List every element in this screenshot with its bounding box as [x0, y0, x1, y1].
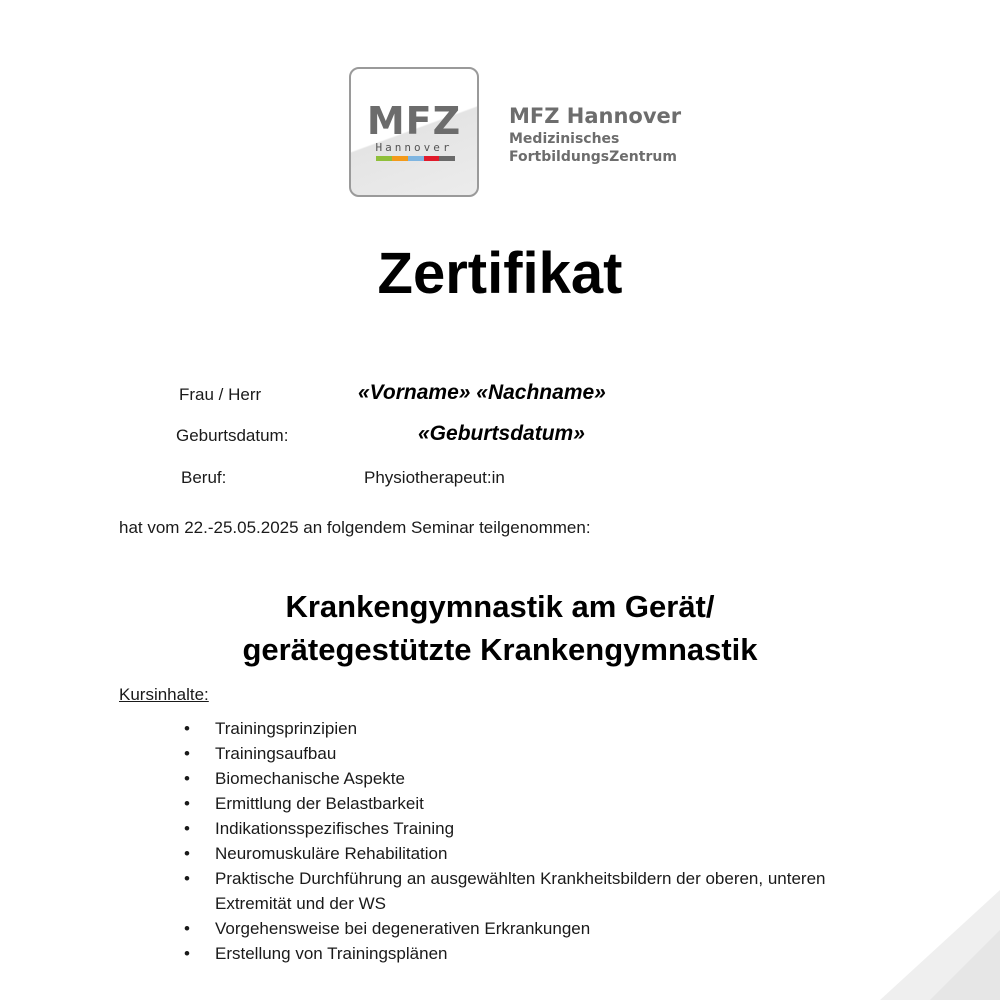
- list-item: • Trainingsaufbau: [182, 741, 902, 766]
- logo-color-bar-gray: [439, 156, 455, 161]
- logo-line-1: Medizinisches: [509, 131, 620, 147]
- name-merge-field: «Vorname» «Nachname»: [358, 381, 606, 404]
- logo-wordmark: [509, 102, 681, 166]
- course-title-line-1: Krankengymnastik am Gerät/: [285, 589, 715, 624]
- profession-value: Physiotherapeut:in: [364, 468, 505, 487]
- course-title: [0, 585, 1000, 671]
- contents-list: [182, 716, 902, 966]
- list-item: • Ermittlung der Belastbarkeit: [182, 791, 902, 816]
- logo-mark: MFZ: [366, 99, 462, 143]
- logo-mark-subtitle: Hannover: [375, 141, 453, 154]
- list-item: • Indikationsspezifisches Training: [182, 816, 902, 841]
- course-title-line-2: gerätegestützte Krankengymnastik: [242, 632, 758, 667]
- list-item: • Erstellung von Trainingsplänen: [182, 941, 902, 966]
- salutation-label: Frau / Herr: [179, 385, 262, 404]
- logo-line-2: FortbildungsZentrum: [509, 149, 677, 165]
- attendance-sentence: hat vom 22.-25.05.2025 an folgendem Seminar teilgenommen:: [119, 518, 591, 537]
- logo-color-bar-red: [424, 156, 439, 161]
- contents-heading: Kursinhalte:: [119, 685, 209, 704]
- list-item: • Neuromuskuläre Rehabilitation: [182, 841, 902, 866]
- logo-name: MFZ Hannover: [509, 104, 682, 128]
- birthdate-merge-field: «Geburtsdatum»: [418, 422, 585, 445]
- list-item: • Trainingsprinzipien: [182, 716, 902, 741]
- logo-color-bar-blue: [408, 156, 424, 161]
- logo-color-bar-orange: [392, 156, 408, 161]
- list-item: • Vorgehensweise bei degenerativen Erkrankungen: [182, 916, 902, 941]
- list-item: • Biomechanische Aspekte: [182, 766, 902, 791]
- logo-color-bar-green: [376, 156, 392, 161]
- certificate-title: Zertifikat: [377, 241, 623, 306]
- mfz-logo: [349, 67, 479, 197]
- profession-label: Beruf:: [181, 468, 227, 487]
- birthdate-label: Geburtsdatum:: [176, 426, 289, 445]
- list-item: • Praktische Durchführung an ausgewählten Krankheitsbildern der oberen, unteren Extremität und der WS: [182, 866, 902, 916]
